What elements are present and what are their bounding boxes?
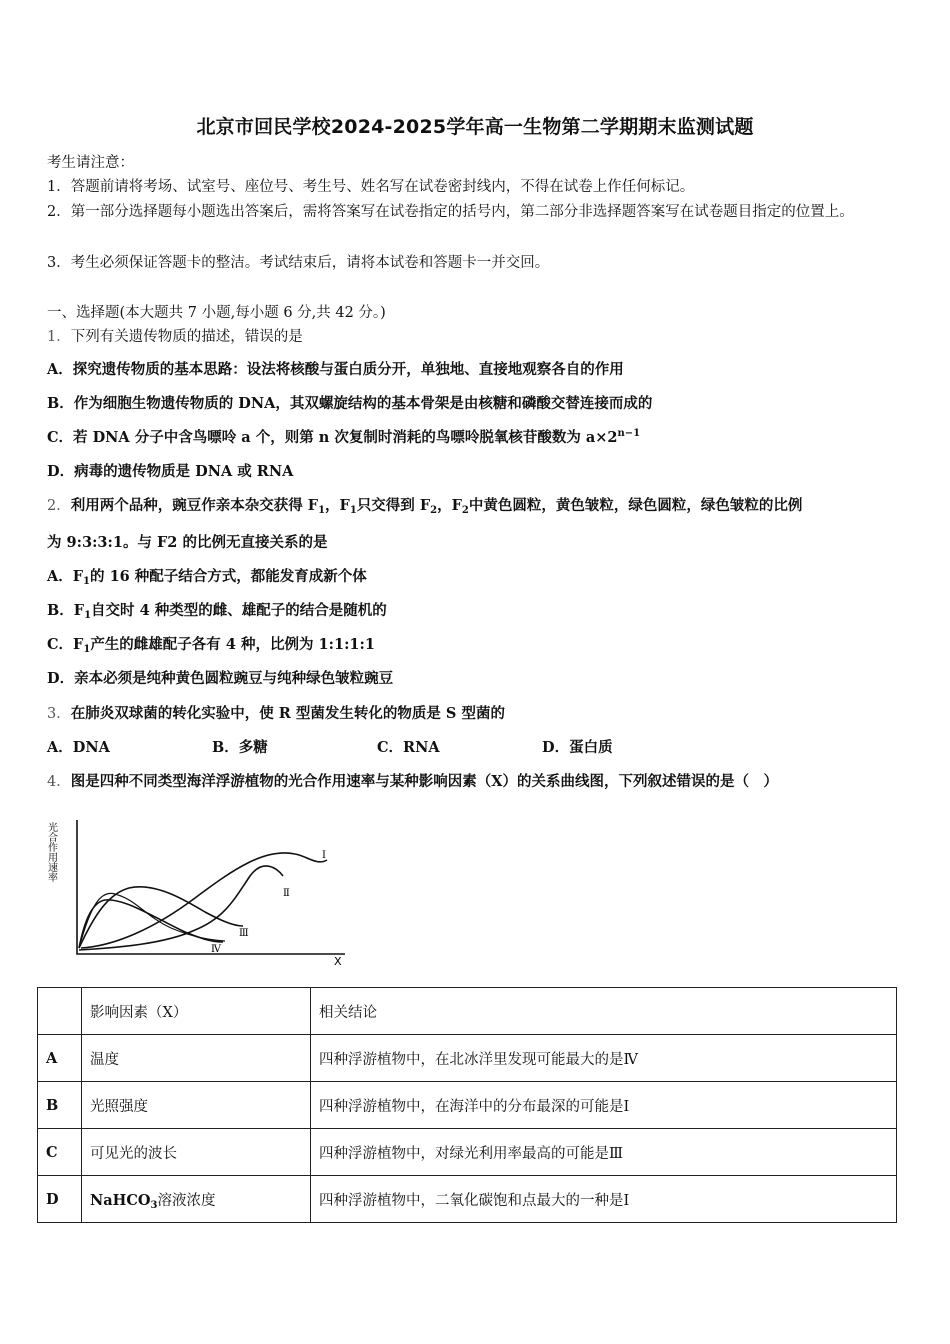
q1-option-c[interactable] bbox=[47, 428, 907, 448]
table-row-factor bbox=[82, 1176, 311, 1223]
table-row-conclusion: 四种浮游植物中，在海洋中的分布最深的可能是Ⅰ bbox=[311, 1082, 897, 1129]
notice-item-2: 2．第一部分选择题每小题选出答案后，需将答案写在试卷指定的括号内，第二部分非选择题答案写在试卷题目指定的位置上。 bbox=[47, 204, 854, 220]
table-header-conclusion: 相关结论 bbox=[311, 988, 897, 1035]
notice-item-1: 1．答题前请将考场、试室号、座位号、考生号、姓名写在试卷密封线内，不得在试卷上作任何标记。 bbox=[47, 179, 695, 195]
q1-stem bbox=[47, 327, 907, 347]
table-header-row bbox=[38, 988, 897, 1035]
notice-item-3: 3．考生必须保证答题卡的整洁。考试结束后，请将本试卷和答题卡一并交回。 bbox=[47, 255, 550, 271]
q1-option-c-exponent: n−1 bbox=[617, 428, 641, 439]
q2-option-c-pre: C．F bbox=[47, 636, 84, 653]
table-row[interactable] bbox=[38, 1129, 897, 1176]
q2-option-a-sub: 1 bbox=[83, 576, 91, 587]
table-row[interactable] bbox=[38, 1176, 897, 1223]
table-row-conclusion: 四种浮游植物中，对绿光利用率最高的可能是Ⅲ bbox=[311, 1129, 897, 1176]
chart-x-axis-label: X bbox=[334, 955, 342, 968]
q3-stem bbox=[47, 704, 907, 724]
q2-sub-1: 1 bbox=[318, 505, 326, 516]
q2-text-3: 只交得到 F bbox=[356, 497, 431, 514]
q3-option-b[interactable]: B．多糖 bbox=[212, 739, 268, 756]
table-header-factor: 影响因素（X） bbox=[82, 988, 311, 1035]
table-header-cell bbox=[38, 988, 82, 1035]
curve-label-I: Ⅰ bbox=[322, 850, 326, 861]
q2-option-a-post: 的 16 种配子结合方式，都能发育成新个体 bbox=[90, 568, 367, 585]
q4-options-table bbox=[37, 987, 897, 1223]
q4-stem bbox=[47, 772, 907, 792]
q1-option-a[interactable]: A．探究遗传物质的基本思路：设法将核酸与蛋白质分开，单独地、直接地观察各自的作用 bbox=[47, 361, 624, 378]
table-row-option: C bbox=[38, 1129, 82, 1176]
table-row-option: A bbox=[38, 1035, 82, 1082]
q3-option-c[interactable]: C．RNA bbox=[377, 739, 440, 756]
q2-option-c-post: 产生的雌雄配子各有 4 种，比例为 1:1:1:1 bbox=[90, 636, 375, 653]
table-row-conclusion: 四种浮游植物中，二氧化碳饱和点最大的一种是Ⅰ bbox=[311, 1176, 897, 1223]
q2-text-2: ，F bbox=[325, 497, 350, 514]
notice-heading: 考生请注意： bbox=[47, 155, 134, 171]
q1-option-d[interactable]: D．病毒的遗传物质是 DNA 或 RNA bbox=[47, 463, 294, 480]
curve-label-II: Ⅱ bbox=[283, 888, 290, 899]
q1-option-c-text: C．若 DNA 分子中含鸟嘌呤 a 个，则第 n 次复制时消耗的鸟嘌呤脱氧核苷酸数为 a×2 bbox=[47, 429, 618, 446]
factor-formula-sub: 3 bbox=[150, 1199, 158, 1211]
chart-y-axis-label: 光合作用速率 bbox=[45, 822, 57, 882]
curve-label-III: Ⅲ bbox=[239, 928, 249, 939]
q2-option-a[interactable] bbox=[47, 567, 907, 587]
q3-number: 3． bbox=[47, 706, 71, 722]
q1-number: 1． bbox=[47, 329, 71, 345]
photosynthesis-curve-chart bbox=[45, 808, 355, 968]
q1-text: 下列有关遗传物质的描述，错误的是 bbox=[70, 329, 303, 345]
q2-option-a-pre: A．F bbox=[47, 568, 84, 585]
curve-IV bbox=[79, 900, 223, 948]
q2-text-4: ，F bbox=[437, 497, 462, 514]
q3-options bbox=[47, 738, 907, 758]
q2-option-c[interactable] bbox=[47, 635, 907, 655]
q3-option-a[interactable]: A．DNA bbox=[47, 739, 110, 756]
q2-option-b-sub: 1 bbox=[84, 610, 92, 621]
q2-text-5: 中黄色圆粒，黄色皱粒，绿色圆粒，绿色皱粒的比例 bbox=[468, 497, 803, 514]
q2-number: 2． bbox=[47, 498, 71, 514]
q2-stem-continued: 为 9:3:3:1。与 F2 的比例无直接关系的是 bbox=[47, 534, 328, 551]
factor-formula-post: 溶液浓度 bbox=[157, 1192, 216, 1209]
q4-text: 图是四种不同类型海洋浮游植物的光合作用速率与某种影响因素（X）的关系曲线图，下列叙述错误的是（ ） bbox=[70, 773, 778, 790]
table-row-option: D bbox=[38, 1176, 82, 1223]
table-row-factor: 温度 bbox=[82, 1035, 311, 1082]
q2-option-b-post: 自交时 4 种类型的雌、雄配子的结合是随机的 bbox=[91, 602, 387, 619]
q4-number: 4． bbox=[47, 774, 71, 790]
q2-option-d[interactable]: D．亲本必须是纯种黄色圆粒豌豆与纯种绿色皱粒豌豆 bbox=[47, 670, 394, 687]
factor-formula: NaHCO bbox=[90, 1191, 151, 1209]
section-heading: 一、选择题(本大题共 7 小题,每小题 6 分,共 42 分。) bbox=[47, 305, 386, 321]
q3-text: 在肺炎双球菌的转化实验中，使 R 型菌发生转化的物质是 S 型菌的 bbox=[70, 705, 505, 722]
q2-option-b[interactable] bbox=[47, 601, 907, 621]
q2-option-b-pre: B．F bbox=[47, 602, 85, 619]
q2-text-1: 利用两个品种，豌豆作亲本杂交获得 F bbox=[70, 497, 319, 514]
table-row-factor: 可见光的波长 bbox=[82, 1129, 311, 1176]
q2-sub-3: 2 bbox=[430, 505, 438, 516]
q2-sub-4: 2 bbox=[461, 505, 469, 516]
table-row-conclusion: 四种浮游植物中，在北冰洋里发现可能最大的是Ⅳ bbox=[311, 1035, 897, 1082]
q3-option-d[interactable]: D．蛋白质 bbox=[542, 739, 613, 756]
curve-label-IV: Ⅳ bbox=[211, 944, 221, 955]
q2-stem bbox=[47, 496, 907, 516]
q2-option-c-sub: 1 bbox=[83, 644, 91, 655]
table-row-option: B bbox=[38, 1082, 82, 1129]
q2-sub-2: 1 bbox=[349, 505, 357, 516]
table-row-factor: 光照强度 bbox=[82, 1082, 311, 1129]
page-title: 北京市回民学校2024-2025学年高一生物第二学期期末监测试题 bbox=[196, 116, 754, 138]
q1-option-b[interactable]: B．作为细胞生物遗传物质的 DNA，其双螺旋结构的基本骨架是由核糖和磷酸交替连接而成的 bbox=[47, 395, 653, 412]
table-row[interactable] bbox=[38, 1082, 897, 1129]
table-row[interactable] bbox=[38, 1035, 897, 1082]
